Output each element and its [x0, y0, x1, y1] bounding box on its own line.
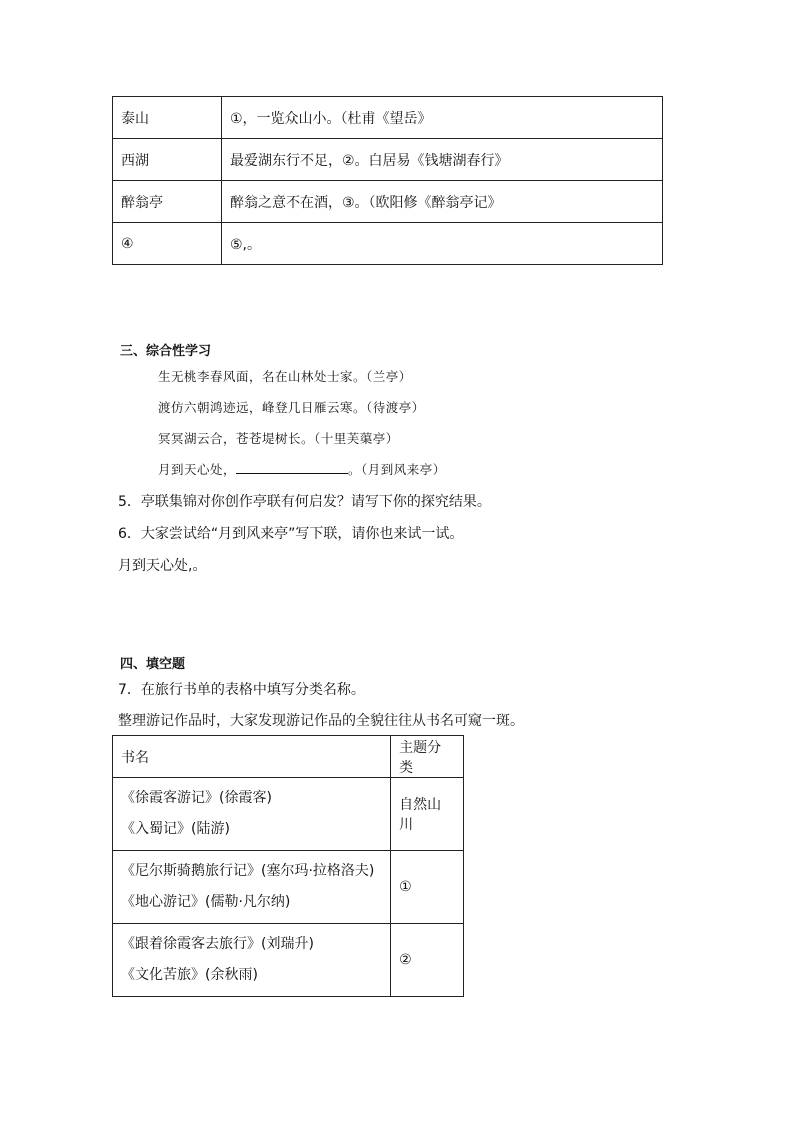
- couplet-2: 渡仿六朝鸿迹远，峰登几日雁云寒。（待渡亭）: [158, 400, 425, 415]
- category-cell: ②: [391, 924, 464, 997]
- book-title: 《跟着徐霞客去旅行》(刘瑞升): [121, 936, 314, 952]
- table-row: [113, 139, 663, 181]
- couplet-blank-line: [158, 460, 446, 478]
- place-cell: 醉翁亭: [113, 181, 222, 223]
- table-row: [113, 924, 464, 997]
- table-row: [113, 181, 663, 223]
- verse-cell: ⑤,。: [222, 223, 663, 265]
- book-cell: [113, 778, 391, 851]
- answer-blank[interactable]: [236, 461, 348, 474]
- place-cell: ④: [113, 223, 222, 265]
- table-header-row: [113, 736, 464, 778]
- verse-cell: 最爱湖东行不足，②。白居易《钱塘湖春行》: [222, 139, 663, 181]
- book-title: 《地心游记》(儒勒·凡尔纳): [121, 894, 291, 910]
- header-book: 书名: [113, 736, 391, 778]
- couplet-1: 生无桃李春风面，名在山林处士家。（兰亭）: [158, 369, 412, 384]
- book-title: 《文化苦旅》(余秋雨): [121, 967, 258, 983]
- book-list-table: [112, 735, 464, 997]
- couplet-prefix: 月到天心处，: [158, 462, 237, 477]
- book-cell: [113, 851, 391, 924]
- table-row: [113, 778, 464, 851]
- question-5: 5．亭联集锦对你创作亭联有何启发？请写下你的探究结果。: [118, 494, 491, 510]
- book-title: 《入蜀记》(陆游): [121, 821, 230, 837]
- table-row: [113, 851, 464, 924]
- table-row: [113, 223, 663, 265]
- couplet-suffix: 。（月到风来亭）: [348, 462, 446, 477]
- verse-cell: ①，一览众山小。（杜甫《望岳》: [222, 97, 663, 139]
- category-cell: ①: [391, 851, 464, 924]
- section-title-4: 四、填空题: [120, 657, 186, 672]
- question-6: 6．大家尝试给“月到风来亭”写下联，请你也来试一试。: [118, 526, 464, 542]
- book-title: 《徐霞客游记》(徐霞客): [121, 790, 272, 806]
- verse-cell: 醉翁之意不在酒，③。（欧阳修《醉翁亭记》: [222, 181, 663, 223]
- section-title-3: 三、综合性学习: [120, 344, 212, 359]
- place-cell: 西湖: [113, 139, 222, 181]
- question-7: 7．在旅行书单的表格中填写分类名称。: [118, 682, 365, 698]
- book-title: 《尼尔斯骑鹅旅行记》(塞尔玛·拉格洛夫): [121, 863, 375, 879]
- category-cell: 自然山川: [391, 778, 464, 851]
- intro-text: 整理游记作品时，大家发现游记作品的全貌往往从书名可窥一斑。: [118, 713, 524, 729]
- header-category: 主题分类: [391, 736, 464, 778]
- couplet-3: 冥冥湖云合，苍苍堤树长。（十里芙蕖亭）: [158, 431, 399, 446]
- answer-line: 月到天心处,。: [118, 558, 207, 574]
- table-row: [113, 97, 663, 139]
- place-cell: 泰山: [113, 97, 222, 139]
- book-cell: [113, 924, 391, 997]
- poetry-table: [112, 96, 663, 265]
